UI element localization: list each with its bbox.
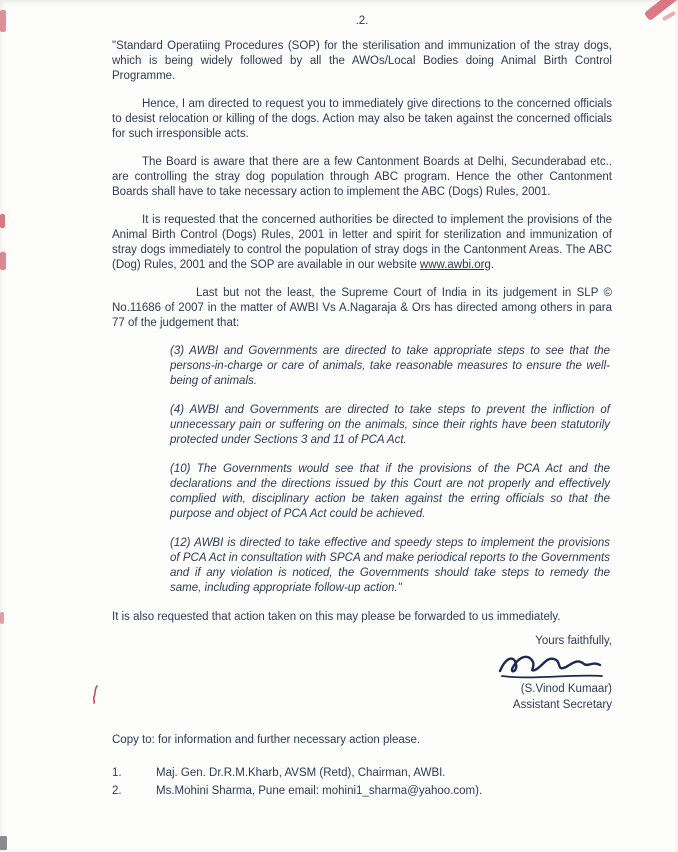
signature-name: (S.Vinod Kumaar) xyxy=(520,683,612,695)
page-number: .2. xyxy=(355,15,369,27)
recipient-number: 1. xyxy=(112,767,122,779)
paragraph-requested-period: . xyxy=(490,259,495,271)
signature-salutation: Yours faithfully, xyxy=(535,635,612,647)
recipient-text: Maj. Gen. Dr.R.M.Kharb, AVSM (Retd), Chairman, AWBI. xyxy=(156,767,446,779)
copy-to-line: Copy to: for information and further necessary action please. xyxy=(112,734,421,746)
paragraph-requested xyxy=(112,213,612,273)
signature-scribble xyxy=(494,651,606,681)
recipient-text: Ms.Mohini Sharma, Pune email: mohini1_sharma@yahoo.com). xyxy=(156,785,483,797)
judgement-quote-10: (10) The Governments would see that if the provisions of the PCA Act and the declarations and the directions issued by this Court are not properly and effectively complied with, disciplinary action be taken against the erring officials so that the purpose and object of PCA Act could be achieved. xyxy=(170,463,610,520)
recipient-list xyxy=(112,764,612,800)
paragraph-board: The Board is aware that there are a few Cantonment Boards at Delhi, Secunderabad etc.. are controlling the stray dog population through ABC program. Hence the other Cantonment Boards shall have to take necessary action to implement the ABC (Dogs) Rules, 2001. xyxy=(112,156,612,198)
scan-artifact-bottom-left xyxy=(0,836,7,850)
paragraph-supreme-court: Last but not the least, the Supreme Court of India in its judgement in SLP © No.11686 of 2007 in the matter of AWBI Vs A.Nagaraja & Ors has directed among others in para 77 of the judgement that: xyxy=(112,287,612,329)
paragraph-sop: "Standard Operatiing Procedures (SOP) for the sterilisation and immunization of the stray dogs, which is being widely followed by all the AWOs/Local Bodies doing Animal Birth Control Programme. xyxy=(112,40,612,82)
closing-request: It is also requested that action taken on this may please be forwarded to us immediately. xyxy=(112,611,561,623)
judgement-quote-4: (4) AWBI and Governments are directed to take steps to prevent the infliction of unnecessary pain or suffering on the animals, since their rights have been statutorily protected under Sections 3 and 11 of PCA Act. xyxy=(170,404,610,446)
signature-title: Assistant Secretary xyxy=(512,699,612,711)
judgement-quote-12: (12) AWBI is directed to take effective and speedy steps to implement the provisions of PCA Act in consultation with SPCA and make periodical reports to the Governments and if any violation is noticed, the Governments should take steps to remedy the same, including appropriate follow-up action." xyxy=(170,537,610,594)
list-item xyxy=(112,764,612,782)
paragraph-requested-text: It is requested that the concerned authorities be directed to implement the provisions of the Animal Birth Control (Dogs) Rules, 2001 in letter and spirit for sterilization and immunization of stray dogs immediately to control the population of stray dogs in the Cantonment Areas. The ABC (Dog) Rules, 2001 and the SOP are available in our website xyxy=(112,214,612,271)
paragraph-hence: Hence, I am directed to request you to immediately give directions to the concerned officials to desist relocation or killing of the dogs. Action may also be taken against the concerned officials for such irresponsible acts. xyxy=(112,98,612,140)
signature-block xyxy=(112,633,612,713)
pen-mark xyxy=(88,684,104,704)
website-link: www.awbi.org xyxy=(419,259,491,271)
recipient-number: 2. xyxy=(112,785,122,797)
list-item xyxy=(112,782,612,800)
judgement-quote-3: (3) AWBI and Governments are directed to take appropriate steps to see that the persons-in-charge or care of animals, take reasonable measures to ensure the well-being of animals. xyxy=(170,345,610,387)
